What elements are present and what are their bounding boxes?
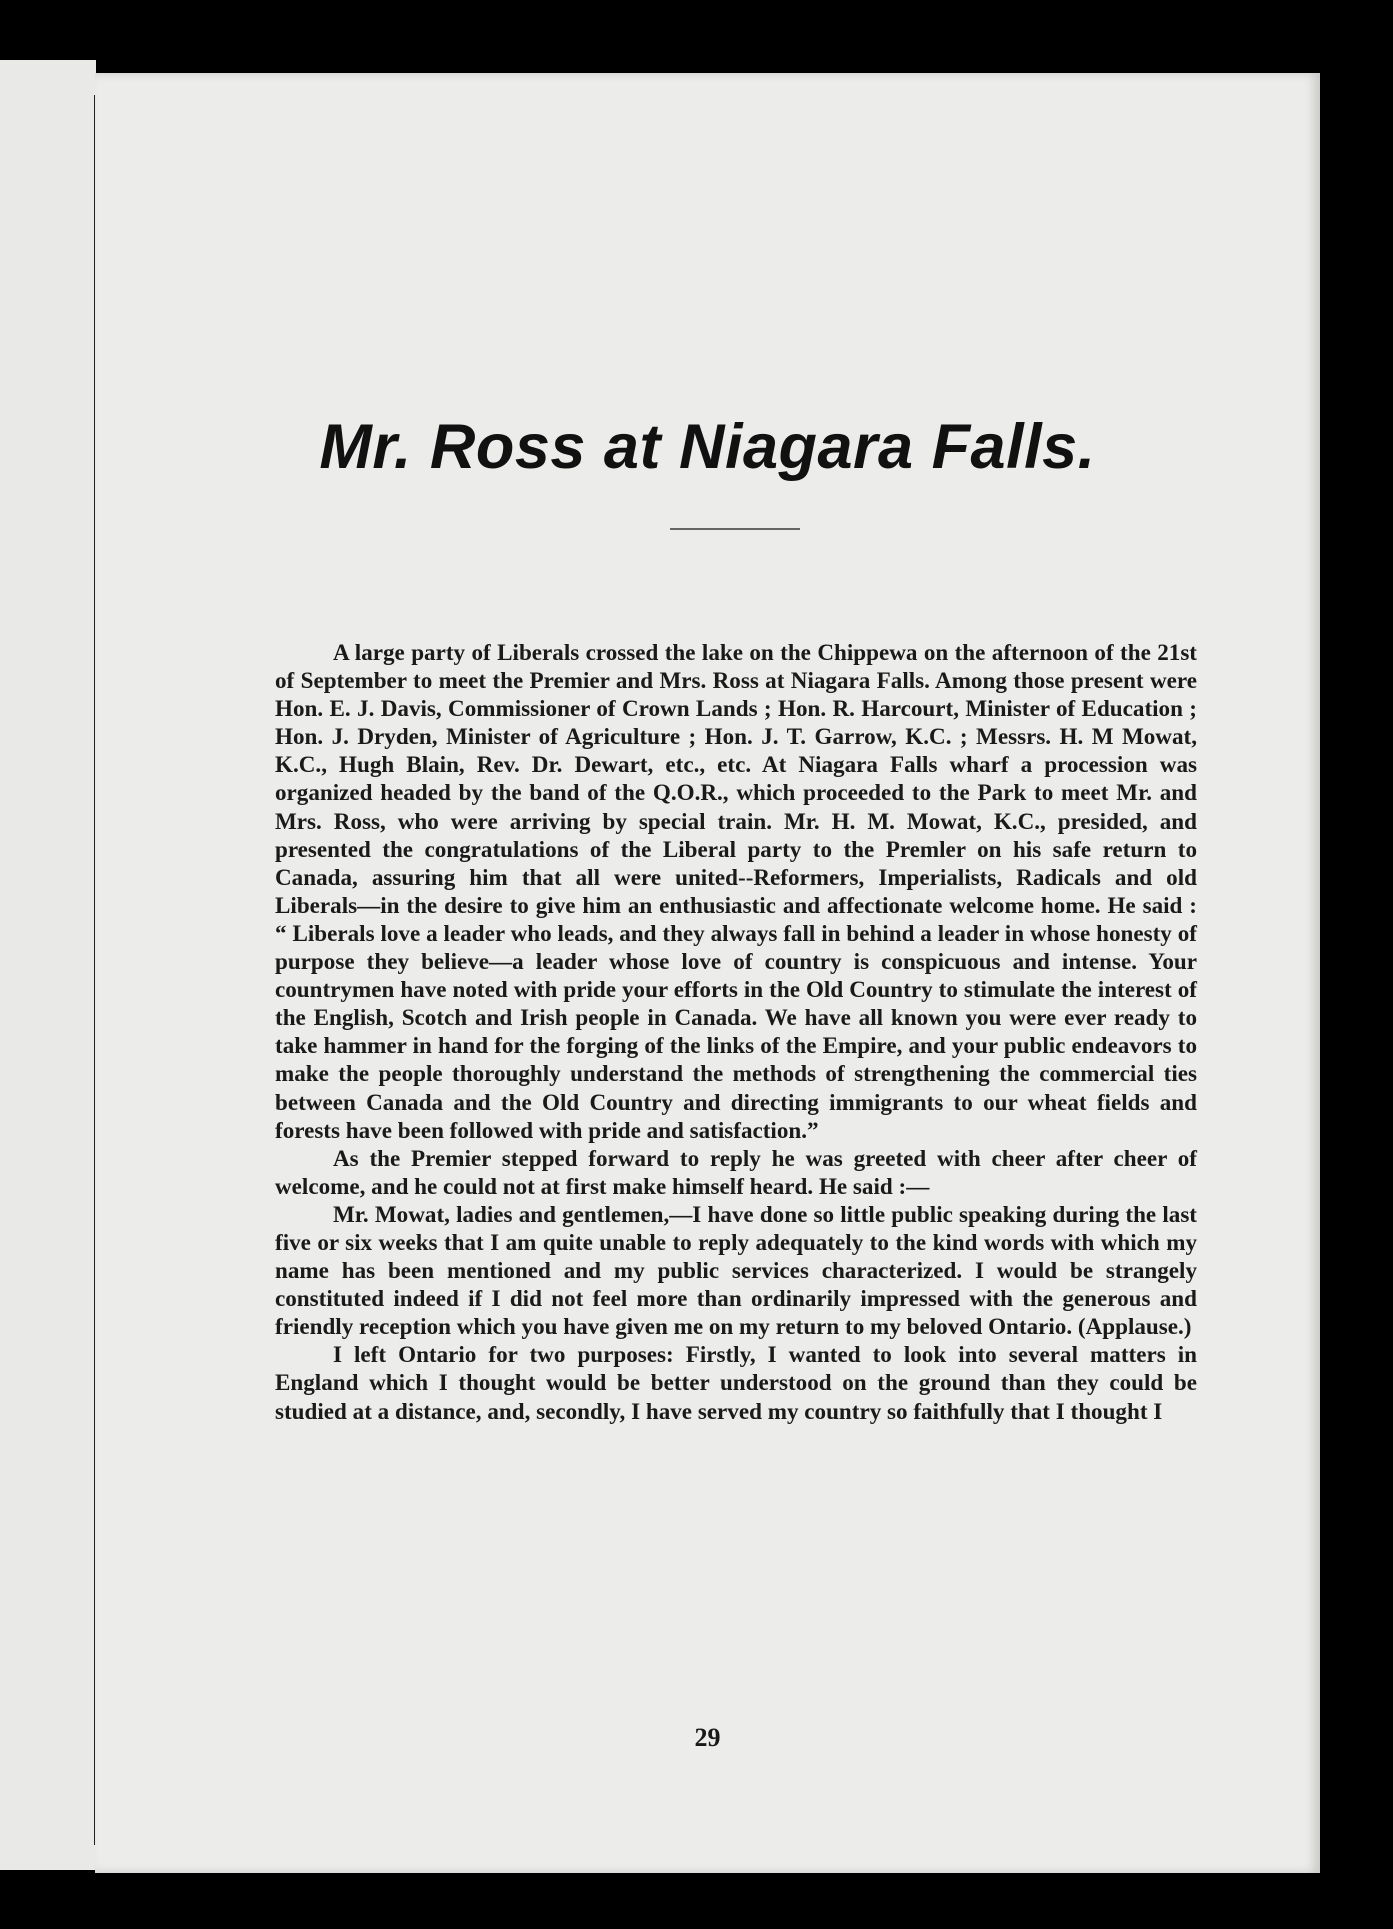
- paragraph: Mr. Mowat, ladies and gentlemen,—I have done so little public speaking during the last five or six weeks that I am quite unable to reply adequately to the kind words with which my name has been mentioned and my public services characterized. I would be strangely constituted indeed if I did not feel more than ordinarily impressed with the generous and friendly reception which you have given me on my return to my beloved Ontario. (Applause.): [275, 1200, 1197, 1340]
- article-title: Mr. Ross at Niagara Falls.: [319, 412, 1096, 482]
- paragraph: As the Premier stepped forward to reply he was greeted with cheer after cheer of welcome, and he could not at first make himself heard. He said :—: [275, 1144, 1197, 1199]
- document-page: [95, 73, 1320, 1873]
- title-divider: [670, 528, 800, 530]
- paragraph: I left Ontario for two purposes: Firstly, I wanted to look into several matters in England which I thought would be better understood on the ground than they could be studied at a distance, and, secondly, I have served my country so faithfully that I thought I: [275, 1341, 1197, 1424]
- paragraph: A large party of Liberals crossed the lake on the Chippewa on the afternoon of the 21st of September to meet the Premier and Mrs. Ross at Niagara Falls. Among those present were Hon. E. J. Davis, Commissioner of Crown Lands ; Hon. R. Harcourt, Minister of Education ; Hon. J. Dryden, Minister of Agriculture ; Hon. J. T. Garrow, K.C. ; Messrs. H. M Mowat, K.C., Hugh Blain, Rev. Dr. Dewart, etc., etc. At Niagara Falls wharf a procession was organized headed by the band of the Q.O.R., which proceeded to the Park to meet Mr. and Mrs. Ross, who were arriving by special train. Mr. H. M. Mowat, K.C., presided, and presented the congratulations of the Liberal party to the Premler on his safe return to Canada, assuring him that all were united--Reformers, Imperialists, Radicals and old Liberals—in the desire to give him an enthusiastic and affectionate welcome home. He said : “ Liberals love a leader who leads, and they always fall in behind a leader in whose honesty of purpose they believe—a leader whose love of country is conspicuous and intense. Your countrymen have noted with pride your efforts in the Old Country to stimulate the interest of the English, Scotch and Irish people in Canada. We have all known you were ever ready to take hammer in hand for the forging of the links of the Empire, and your public endeavors to make the people thoroughly understand the methods of strengthening the commercial ties between Canada and the Old Country and directing immigrants to our wheat fields and forests have been followed with pride and satisfaction.”: [275, 639, 1197, 1143]
- article-body: [275, 638, 1197, 1425]
- page-number: 29: [694, 1723, 721, 1752]
- page-spine: [0, 60, 96, 1870]
